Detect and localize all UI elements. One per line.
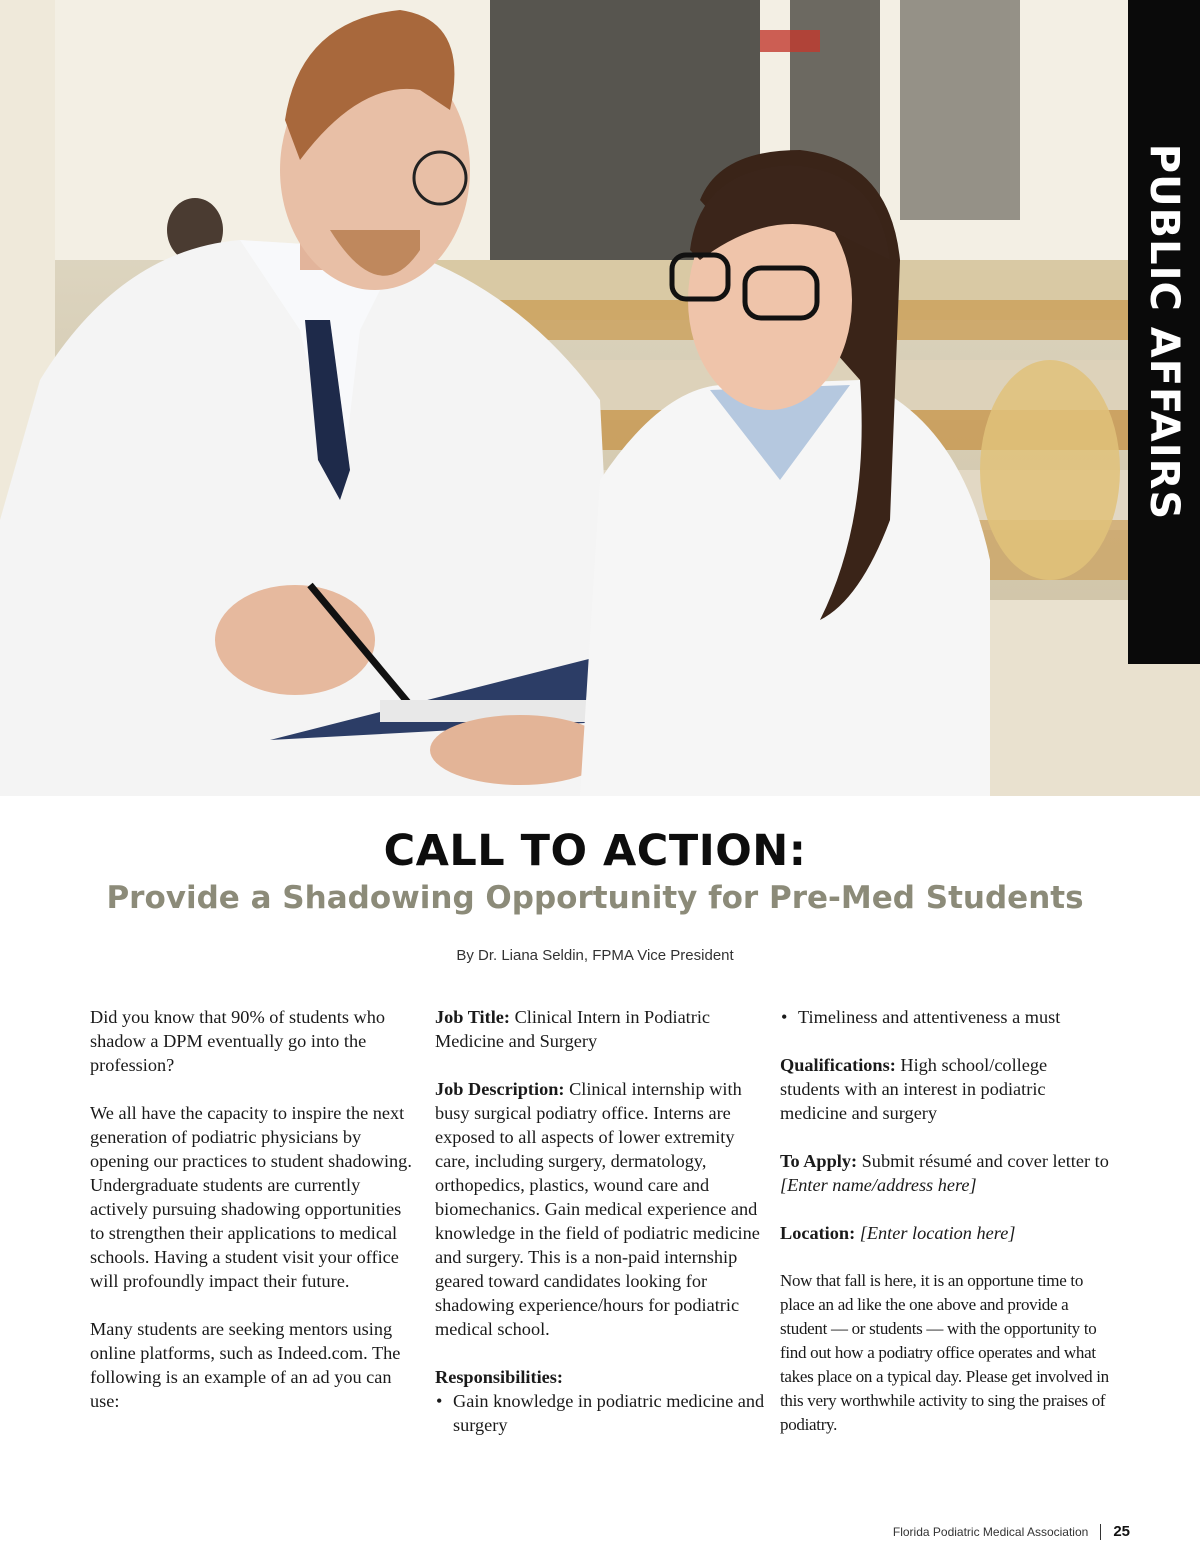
- qualifications-label: Qualifications:: [780, 1055, 896, 1075]
- byline: By Dr. Liana Seldin, FPMA Vice President: [456, 947, 734, 964]
- article-subtitle: Provide a Shadowing Opportunity for Pre-Med Students: [106, 880, 1084, 916]
- page-number: 25: [1113, 1523, 1130, 1540]
- qualifications-block: [780, 1053, 1110, 1125]
- responsibilities-list-continued: [780, 1005, 1110, 1029]
- qualifications-value: High school/college students with an interest in podiatric medicine and surgery: [780, 1055, 1048, 1123]
- column-3: [780, 1005, 1110, 1461]
- apply-label: To Apply:: [780, 1151, 858, 1171]
- responsibilities-list: [435, 1389, 765, 1437]
- article-title: CALL TO ACTION:: [383, 826, 807, 876]
- responsibilities-block: [435, 1365, 765, 1437]
- section-tab-label: PUBLIC AFFAIRS: [1141, 143, 1187, 521]
- page-footer: [893, 1523, 1130, 1540]
- closing-paragraph: Now that fall is here, it is an opportune time to place an ad like the one above and provide a student — or students — with the opportunity to find out how a podiatry office operates and what takes place on a typical day. Please get involved in this very worthwhile activity to sing the praises of podiatry.: [780, 1271, 1109, 1434]
- job-title-value: Clinical Intern in Podiatric Medicine and Surgery: [435, 1007, 711, 1051]
- job-title-block: [435, 1005, 765, 1053]
- job-description-value: Clinical internship with busy surgical podiatry office. Interns are exposed to all aspects of lower extremity care, including surgery, dermatology, orthopedics, plastics, wound care and biomechanics. Gain medical experience and knowledge in the field of podiatric medicine and surgery. This is a non-paid internship geared toward candidates looking for shadowing experience/hours for podiatric medical school.: [435, 1079, 760, 1339]
- list-item: • Gain knowledge in podiatric medicine and surgery: [435, 1389, 765, 1437]
- paragraph: Many students are seeking mentors using online platforms, such as Indeed.com. The following is an example of an ad you can use:: [90, 1319, 401, 1411]
- responsibilities-label: Responsibilities:: [435, 1367, 563, 1387]
- footer-organization: Florida Podiatric Medical Association: [892, 1524, 1089, 1539]
- column-1: [90, 1005, 420, 1437]
- location-block: [780, 1221, 1110, 1245]
- job-description-label: Job Description:: [435, 1079, 565, 1099]
- job-description-block: [435, 1077, 765, 1341]
- apply-placeholder: [Enter name/address here]: [780, 1175, 977, 1195]
- location-placeholder: [Enter location here]: [859, 1223, 1016, 1243]
- apply-value: Submit résumé and cover letter to: [861, 1151, 1109, 1171]
- footer-divider: [1100, 1524, 1101, 1540]
- job-title-label: Job Title:: [435, 1007, 510, 1027]
- column-2: [435, 1005, 765, 1437]
- list-item: • Timeliness and attentiveness a must: [780, 1005, 1110, 1029]
- paragraph: Did you know that 90% of students who shadow a DPM eventually go into the profession?: [90, 1007, 386, 1075]
- apply-block: [780, 1149, 1110, 1197]
- location-label: Location:: [780, 1223, 856, 1243]
- paragraph: We all have the capacity to inspire the next generation of podiatric physicians by opening our practices to student shadowing. Undergraduate students are currently actively pursuing shadowing opportunities to strengthen their applications to medical schools. Having a student visit your office will profoundly impact their future.: [90, 1103, 412, 1291]
